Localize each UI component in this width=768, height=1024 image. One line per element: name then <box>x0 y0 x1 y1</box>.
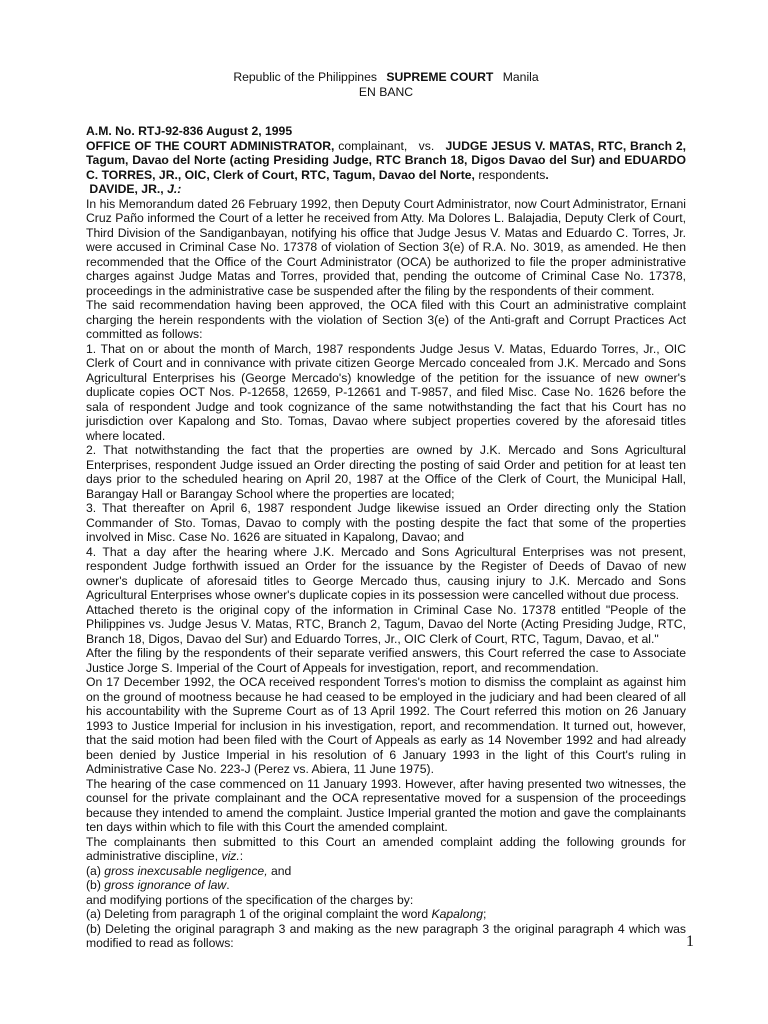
complainant-name: OFFICE OF THE COURT ADMINISTRATOR, <box>86 138 335 153</box>
paragraph-8: After the filing by the respondents of their separate verified answers, this Court referred the case to Associate Justice Jorge S. Imperial of the Court of Appeals for investigation, report, and recommendation. <box>86 646 686 675</box>
ground-a-prefix: (a) <box>86 863 101 878</box>
page-number: 1 <box>686 933 694 950</box>
paragraph-13-text: (a) Deleting from paragraph 1 of the original complaint the word <box>86 907 429 921</box>
header-division: EN BANC <box>358 85 414 99</box>
paragraph-11-colon: : <box>239 849 244 863</box>
versus: vs. <box>418 138 435 153</box>
paragraph-13 <box>86 907 686 922</box>
paragraph-9: On 17 December 1992, the OCA received respondent Torres's motion to dismiss the complaint as against him on the ground of mootness because he had ceased to be employed in the judiciary and had been cleared of all his accountability with the Supreme Court as of 13 April 1992. The Court referred this motion on 26 January 1993 to Justice Imperial for inclusion in his investigation, report, and recommendation. It turned out, however, that the said motion had been filed with the Court of Appeals as early as 14 November 1992 and had already been denied by Justice Imperial in his resolution of 6 January 1993 in the light of this Court's ruling in Administrative Case No. 223-J (Perez vs. Abiera, 11 June 1975). <box>86 675 686 776</box>
viz-term: viz. <box>221 849 240 863</box>
respondents-role: respondents <box>478 167 546 182</box>
header-city: Manila <box>502 70 539 84</box>
case-number-date: A.M. No. RTJ-92-836 August 2, 1995 <box>86 124 293 138</box>
ground-b-prefix: (b) <box>86 878 101 892</box>
ponente <box>86 182 686 197</box>
ground-b <box>86 878 686 893</box>
paragraph-7: Attached thereto is the original copy of the information in Criminal Case No. 17378 entitled "People of the Philippines vs. Judge Jesus V. Matas, RTC, Branch 2, Tagum, Davao del Norte (Acting Presiding Judge, RTC, Branch 18, Digos, Davao del Sur) and Eduardo Torres, Jr., OIC Clerk of Court, RTC, Tagum, Davao, et al." <box>86 602 686 646</box>
ground-a-text: gross inexcusable negligence, <box>104 863 268 878</box>
paragraph-6: 4. That a day after the hearing where J.K. Mercado and Sons Agricultural Enterprises was not present, respondent Judge forthwith issued an Order for the issuance by the Register of Deeds of Davao of new owner's duplicate of aforesaid titles to George Mercado thus, causing injury to J.K. Mercado and Sons Agricultural Enterprises whose owner's duplicate copies in its possession were cancelled without due process. <box>86 544 686 602</box>
paragraph-3: 1. That on or about the month of March, 1987 respondents Judge Jesus V. Matas, Eduardo Torres, Jr., OIC Clerk of Court and in connivance with private citizen George Mercado concealed from J.K. Mercado and Sons Agricultural Enterprises his (George Mercado's) knowledge of the petition for the issuance of new owner's duplicate copies OCT Nos. P-12658, 12659, P-12661 and T-9857, and filed Misc. Case No. 1626 before the sala of respondent Judge and took cognizance of the same notwithstanding the fact that his Court has no jurisdiction over Kapalong and Sto. Tomas, Davao where subject properties covered by the aforesaid titles where located. <box>86 341 686 443</box>
paragraph-12: and modifying portions of the specification of the charges by: <box>86 892 414 907</box>
document-header <box>86 70 686 100</box>
ground-b-suffix: . <box>226 878 230 892</box>
paragraph-1: In his Memorandum dated 26 February 1992, then Deputy Court Administrator, now Court Administrator, Ernani Cruz Paño informed the Court of a letter he received from Atty. Ma Dolores L. Balajadia, Deputy Clerk of Court, Third Division of the Sandiganbayan, notifying his office that Judge Jesus V. Matas and Eduardo C. Torres, Jr. were accused in Criminal Case No. 17378 of violation of Section 3(e) of R.A. No. 3019, as amended. He then recommended that the Office of the Court Administrator (OCA) be authorized to file the proper administrative charges against Judge Matas and Torres, provided that, pending the outcome of Criminal Case No. 17378, proceedings in the administrative case be suspended after the filing by the respondents of their comment. <box>86 196 686 298</box>
paragraph-10: The hearing of the case commenced on 11 January 1993. However, after having presented two witnesses, the counsel for the private complainant and the OCA representative moved for a suspension of the proceedings because they intended to amend the complaint. Justice Imperial granted the motion and gave the complainants ten days within which to file with this Court the amended complaint. <box>86 776 686 834</box>
header-republic: Republic of the Philippines <box>233 70 377 84</box>
paragraph-14: (b) Deleting the original paragraph 3 and making as the new paragraph 3 the original paragraph 4 which was modified to read as follows: <box>86 921 686 950</box>
paragraph-2: The said recommendation having been approved, the OCA filed with this Court an administrative complaint charging the herein respondents with the violation of Section 3(e) of the Anti-graft and Corrupt Practices Act committed as follows: <box>86 298 686 341</box>
complainant-role: complainant, <box>338 138 408 153</box>
paragraph-5: 3. That thereafter on April 6, 1987 respondent Judge likewise issued an Order directing only the Station Commander of Sto. Tomas, Davao to comply with the posting despite the fact that some of the properties involved in Misc. Case No. 1626 are situated in Kapalong, Davao; and <box>86 501 686 544</box>
kapalong-term: Kapalong <box>431 907 484 921</box>
paragraph-4: 2. That notwithstanding the fact that the properties are owned by J.K. Mercado and Sons Agricultural Enterprises, respondent Judge issued an Order directing the posting of said Order and petition for at least ten days prior to the scheduled hearing on April 20, 1987 at the Office of the Clerk of Court, the Municipal Hall, Barangay Hall or Barangay School where the properties are located; <box>86 443 686 501</box>
ground-b-text: gross ignorance of law <box>104 878 227 892</box>
header-court: SUPREME COURT <box>386 70 494 84</box>
ground-a <box>86 864 686 879</box>
ground-a-suffix: and <box>270 863 292 878</box>
header-line <box>86 70 686 85</box>
paragraph-13-end: ; <box>483 907 487 921</box>
case-parties: OFFICE OF THE COURT ADMINISTRATOR, complainant, vs. JUDGE JESUS V. MATAS, RTC, Branch 2, Tagum, Davao del Norte (acting Presiding Judge, RTC Branch 18, Digos Davao del Sur) and EDUARDO C. TORRES, JR., OIC, Clerk of Court, RTC, Tagum, Davao del Norte, respondents. <box>86 138 686 182</box>
document-body <box>86 124 686 951</box>
ponente-suffix: J.: <box>167 182 182 196</box>
ponente-name: DAVIDE, JR., <box>89 182 164 196</box>
paragraph-11-text: The complainants then submitted to this Court an amended complaint adding the following grounds for administrative discipline, <box>86 834 686 863</box>
paragraph-11 <box>86 835 686 864</box>
respondents-names: JUDGE JESUS V. MATAS, RTC, Branch 2, Tagum, Davao del Norte (acting Presiding Judge, RTC Branch 18, Digos Davao del Sur) and EDUARDO C. TORRES, JR., OIC, Clerk of Court, RTC, Tagum, Davao del Norte, <box>86 138 686 182</box>
